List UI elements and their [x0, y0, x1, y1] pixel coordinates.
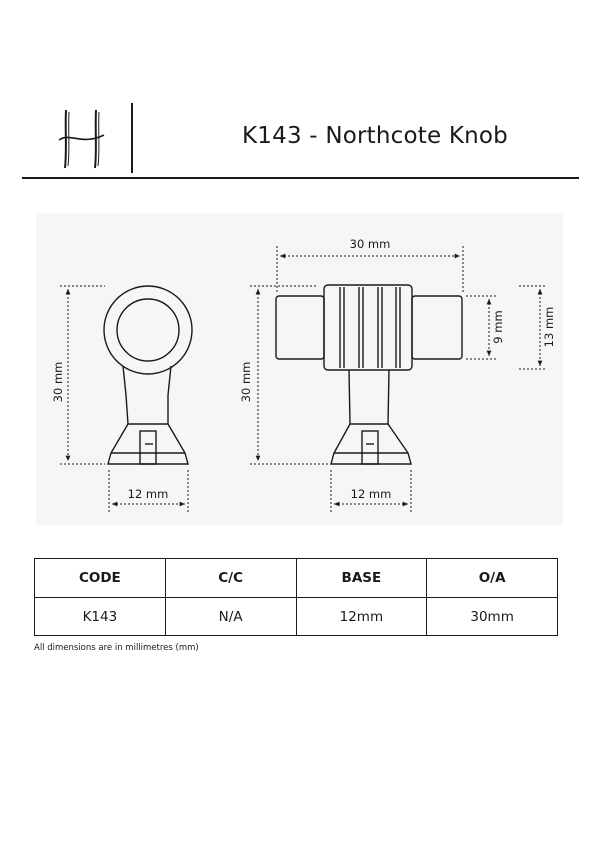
cell-base: 12mm	[296, 598, 427, 636]
side-view-base-label: 12 mm	[127, 487, 169, 501]
dimensions-footnote: All dimensions are in millimetres (mm)	[34, 643, 199, 653]
spec-table	[34, 558, 558, 636]
side-view-stem	[123, 366, 171, 424]
inner-diameter-label: 9 mm	[491, 310, 505, 344]
front-view-base-label: 12 mm	[350, 487, 392, 501]
side-view-height-label: 30 mm	[51, 361, 65, 403]
front-view-right-bar	[412, 296, 462, 359]
cell-cc: N/A	[165, 598, 296, 636]
front-view	[276, 285, 462, 464]
side-view-inner-ring	[117, 299, 179, 361]
front-view-stem	[349, 370, 389, 424]
header-code: CODE	[35, 559, 166, 598]
front-view-width-label: 30 mm	[349, 237, 391, 251]
page-title: K143 - Northcote Knob	[242, 123, 508, 149]
cell-oa: 30mm	[427, 598, 558, 636]
table-row	[35, 598, 558, 636]
header-oa: O/A	[427, 559, 558, 598]
front-view-height-label: 30 mm	[239, 361, 253, 403]
outer-diameter-label: 13 mm	[542, 306, 556, 348]
side-view-dimensions	[60, 286, 188, 512]
header-cc: C/C	[165, 559, 296, 598]
cell-code: K143	[35, 598, 166, 636]
front-view-grip	[324, 285, 412, 370]
header-base: BASE	[296, 559, 427, 598]
front-view-left-bar	[276, 296, 324, 359]
spec-table-header-row	[35, 559, 558, 598]
front-view-dimensions	[250, 246, 547, 512]
side-view	[104, 286, 192, 464]
